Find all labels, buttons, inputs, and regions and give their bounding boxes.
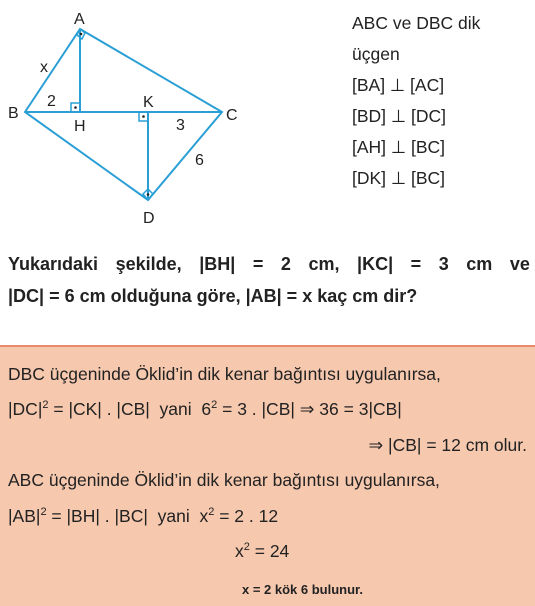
solution-line-6 xyxy=(235,541,289,562)
question-word: şekilde, xyxy=(115,254,182,274)
segment-dc-label: 6 xyxy=(195,152,204,169)
solution-line-1: DBC üçgeninde Öklid’in dik kenar bağıntısı uygulanırsa, xyxy=(8,364,441,384)
question-text xyxy=(8,248,530,312)
segment-kc-label: 3 xyxy=(176,117,185,134)
dot-h xyxy=(74,106,77,109)
question-word: |KC| xyxy=(357,254,394,274)
question-word: ve xyxy=(509,254,530,274)
question-word: |BH| xyxy=(199,254,236,274)
formula-part: |DC| xyxy=(8,399,43,419)
fact-line: üçgen xyxy=(352,44,400,64)
solution-line-3: ⇒ |CB| = 12 cm olur. xyxy=(368,435,527,455)
exponent: 2 xyxy=(40,506,47,518)
given-facts xyxy=(352,8,480,194)
point-k-label: K xyxy=(143,94,154,111)
point-h-label: H xyxy=(74,118,86,135)
geometry-figure xyxy=(0,0,340,240)
formula-part: = |CK| . |CB| yani 6 xyxy=(48,399,212,419)
solution-line-2 xyxy=(8,399,402,420)
formula-part: |AB| xyxy=(8,506,41,526)
formula-part: = |BH| . |BC| yani x xyxy=(46,506,209,526)
exponent: 2 xyxy=(208,506,215,518)
question-word: 3 xyxy=(438,254,449,274)
fact-line: ABC ve DBC dik xyxy=(352,13,481,33)
point-c-label: C xyxy=(226,107,238,124)
question-word: = xyxy=(252,254,264,274)
exponent: 2 xyxy=(42,399,49,411)
segment-bh-label: 2 xyxy=(47,93,56,110)
exponent: 2 xyxy=(243,541,250,553)
question-word: cm xyxy=(466,254,493,274)
point-b-label: B xyxy=(8,105,19,122)
formula-part: = 3 . |CB| ⇒ 36 = 3|CB| xyxy=(217,399,402,419)
formula-part: = 2 . 12 xyxy=(214,506,279,526)
quadrilateral-abdc xyxy=(25,29,222,200)
question-word: Yukarıdaki xyxy=(8,254,99,274)
solution-box xyxy=(0,345,535,606)
solution-line-4: ABC üçgeninde Öklid’in dik kenar bağıntısı uygulanırsa, xyxy=(8,470,440,490)
formula-part: x xyxy=(235,541,244,561)
point-d-label: D xyxy=(143,210,155,227)
fact-line: [BA] ⊥ [AC] xyxy=(352,75,445,95)
question-line-2: |DC| = 6 cm olduğuna göre, |AB| = x kaç cm dir? xyxy=(8,286,418,306)
fact-line: [DK] ⊥ [BC] xyxy=(352,168,446,188)
question-word: 2 xyxy=(280,254,291,274)
question-word: = xyxy=(410,254,422,274)
exponent: 2 xyxy=(211,399,218,411)
question-word: cm, xyxy=(308,254,340,274)
dot-a xyxy=(80,33,83,36)
solution-line-5 xyxy=(8,506,278,527)
dot-d xyxy=(147,193,150,196)
point-a-label: A xyxy=(74,11,85,28)
side-x-label: x xyxy=(40,59,48,76)
question-line-1 xyxy=(8,248,530,280)
dot-k xyxy=(142,115,145,118)
formula-part: = 24 xyxy=(249,541,290,561)
fact-line: [AH] ⊥ [BC] xyxy=(352,137,446,157)
fact-line: [BD] ⊥ [DC] xyxy=(352,106,447,126)
final-answer: x = 2 kök 6 bulunur. xyxy=(242,582,364,597)
